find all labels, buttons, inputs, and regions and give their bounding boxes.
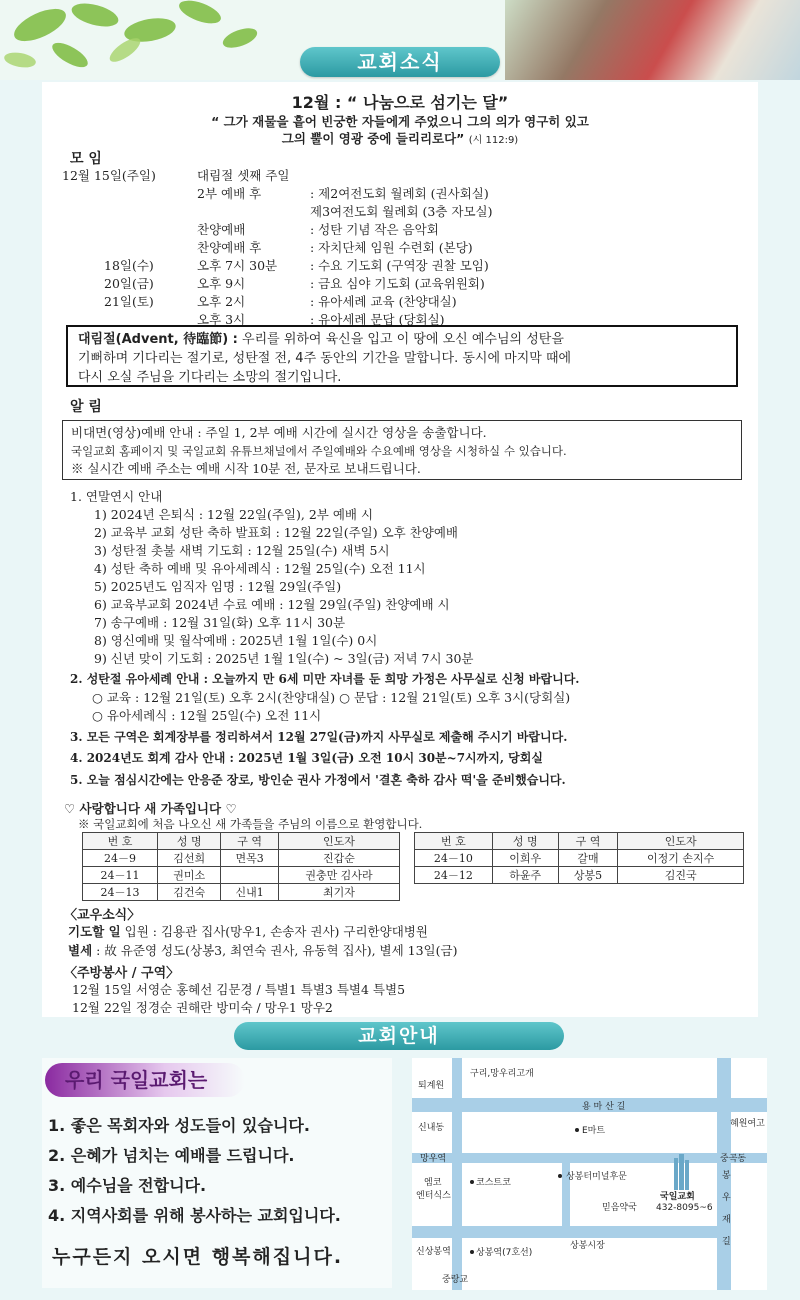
meetings-title: 모 임 <box>70 151 102 167</box>
table-row <box>83 867 400 884</box>
notice-item: 7) 송구예배 : 12월 31일(화) 오후 11시 30분 <box>94 615 346 630</box>
online-line-3: ※ 실시간 예배 주소는 예배 시작 10분 전, 문자로 보내드립니다. <box>71 461 421 476</box>
new-family-cell: 갈매 <box>558 850 618 867</box>
new-family-cell: 이정기 손지수 <box>618 850 744 867</box>
month-theme: 12월 : “ 나눔으로 섬기는 달” <box>291 93 509 112</box>
advent-line-3: 다시 오실 주님을 기다리는 소망의 절기입니다. <box>78 370 342 385</box>
meeting-time: 오후 7시 30분 <box>197 258 278 273</box>
church-intro-title: 우리 국일교회는 <box>45 1063 245 1097</box>
new-family-cell: 24－13 <box>83 884 158 901</box>
table-row <box>83 850 400 867</box>
new-family-subtitle: ※ 국일교회에 처음 나오신 새 가족들을 주님의 이름으로 환영합니다. <box>78 817 423 831</box>
new-family-cell: 상봉5 <box>558 867 618 884</box>
notice-item: 5) 2025년도 임직자 임명 : 12월 29일(주일) <box>94 579 342 594</box>
map-label-junggok: 중곡동 <box>720 1154 747 1164</box>
map-label-gil: 길 <box>722 1237 731 1247</box>
notice-item: 9) 신년 맞이 기도회 : 2025년 1월 1일(수) ~ 3일(금) 저녁 7시 30분 <box>94 651 474 666</box>
death-text: : 故 유준영 성도(상봉3, 최연숙 권사, 유동혁 집사), 별세 13일(금) <box>92 943 458 958</box>
meeting-desc: : 금요 심야 기도회 (교육위원회) <box>310 276 485 291</box>
notice-item: ○ 유아세례식 : 12월 25일(수) 오전 11시 <box>92 708 322 723</box>
notice-item: 8) 영신예배 및 월삭예배 : 2025년 1월 1일(수) 0시 <box>94 633 378 648</box>
prayer-line <box>68 922 428 940</box>
map-label-bong: 봉 <box>722 1171 731 1181</box>
map-label-entec: 엔터식스 <box>416 1191 451 1201</box>
new-family-header: 구 역 <box>221 833 278 850</box>
location-map <box>412 1058 767 1290</box>
notice-item: 5. 오늘 점심시간에는 안응준 장로, 방인순 권사 가정에서 '결혼 축하 감사 떡'을 준비했습니다. <box>70 773 566 787</box>
new-family-cell: 김진국 <box>618 867 744 884</box>
new-family-cell: 신내1 <box>221 884 278 901</box>
member-news-title: 〈교우소식〉 <box>64 908 141 923</box>
advent-box <box>66 325 738 387</box>
new-family-cell: 24－11 <box>83 867 158 884</box>
new-family-header: 성 명 <box>492 833 558 850</box>
new-family-header: 번 호 <box>83 833 158 850</box>
meeting-desc: 제3여전도회 월례회 (3층 자모실) <box>310 204 493 219</box>
new-family-cell: 24－9 <box>83 850 158 867</box>
online-line-2: 국일교회 홈페이지 및 국일교회 유튜브채널에서 주일예배와 수요예배 영상을 시청하실 수 있습니다. <box>71 444 567 458</box>
map-label-guri: 구리,망우리고개 <box>470 1069 534 1079</box>
map-label-woo: 우 <box>722 1193 731 1203</box>
notice-item: 2) 교육부 교회 성탄 축하 발표회 : 12월 22일(주일) 오후 찬양예배 <box>94 525 458 540</box>
new-family-header: 인도자 <box>618 833 744 850</box>
notice-item: ○ 교육 : 12월 21일(토) 오후 2시(찬양대실) ○ 문답 : 12월 21일(토) 오후 3시(당회실) <box>92 690 571 705</box>
notice-item: 4) 성탄 축하 예배 및 유아세례식 : 12월 25일(수) 오전 11시 <box>94 561 426 576</box>
guide-banner: 교회안내 <box>234 1022 564 1050</box>
new-family-header: 번 호 <box>415 833 493 850</box>
map-label-sinnae: 신내동 <box>418 1123 445 1133</box>
intro-point-3: 3. 예수님을 전합니다. <box>48 1176 207 1195</box>
meeting-desc: : 수요 기도회 (구역장 권찰 모임) <box>310 258 489 273</box>
table-row <box>415 867 744 884</box>
advent-term: 대림절(Advent, 待臨節) : <box>78 332 238 347</box>
notices-title: 알 림 <box>70 399 102 415</box>
new-family-cell: 이희우 <box>492 850 558 867</box>
notice-item: 3) 성탄절 촛불 새벽 기도회 : 12월 25일(수) 새벽 5시 <box>94 543 390 558</box>
kitchen-line-2: 12월 22일 정경순 권해란 방미숙 / 망우1 망우2 <box>72 1000 333 1015</box>
notice-item: 1. 연말연시 안내 <box>70 489 163 504</box>
new-family-header: 성 명 <box>158 833 221 850</box>
verse-line-2-text: 그의 뿔이 영광 중에 들리리로다” <box>281 131 465 146</box>
new-family-cell: 권충만 김사라 <box>278 867 399 884</box>
map-label-yongmasan: 용 마 산 길 <box>582 1102 626 1112</box>
meeting-desc: : 유아세례 문답 (당회실) <box>310 312 445 327</box>
new-family-table-right <box>414 832 744 884</box>
new-family-header: 인도자 <box>278 833 399 850</box>
map-label-emco: 엠코 <box>424 1178 442 1188</box>
news-banner: 교회소식 <box>300 47 500 77</box>
death-label: 별세 <box>68 943 93 958</box>
meeting-time: 오후 9시 <box>197 276 246 291</box>
meeting-time: 2부 예배 후 <box>197 186 262 201</box>
map-label-terminal: 상봉터미널후문 <box>566 1172 627 1182</box>
notice-item: 2. 성탄절 유아세례 안내 : 오늘까지 만 6세 미만 자녀를 둔 희망 가정은 사무실로 신청 바랍니다. <box>70 672 580 686</box>
meeting-date: 20일(금) <box>104 276 154 291</box>
map-label-jungnang: 중랑교 <box>442 1275 469 1285</box>
meeting-time: 오후 2시 <box>197 294 246 309</box>
new-family-cell: 24－10 <box>415 850 493 867</box>
notice-item: 4. 2024년도 회계 감사 안내 : 2025년 1월 3일(금) 오전 10시 30분~7시까지, 당회실 <box>70 751 543 765</box>
meeting-desc: : 제2여전도회 월례회 (권사회실) <box>310 186 489 201</box>
map-label-church: 국일교회 <box>660 1192 695 1202</box>
notice-item: 1) 2024년 은퇴식 : 12월 22일(주일), 2부 예배 시 <box>94 507 374 522</box>
verse-ref: (시 112:9) <box>468 135 519 146</box>
death-line <box>68 941 457 959</box>
meeting-date: 12월 15일(주일) <box>62 168 156 183</box>
meeting-time: 대림절 셋째 주일 <box>197 168 290 183</box>
advent-line-1: 우리를 위하여 육신을 입고 이 땅에 오신 예수님의 성탄을 <box>237 332 564 347</box>
new-family-cell: 최기자 <box>278 884 399 901</box>
intro-point-4: 4. 지역사회를 위해 봉사하는 교회입니다. <box>48 1206 341 1225</box>
map-label-sangbong7: 상봉역(7호선) <box>476 1248 533 1258</box>
new-family-cell: 김선희 <box>158 850 221 867</box>
new-family-table-left <box>82 832 400 901</box>
welcome-message: 누구든지 오시면 행복해집니다. <box>52 1246 344 1268</box>
map-label-hyewon: 혜원여고 <box>730 1119 765 1129</box>
map-label-costco: 코스트코 <box>476 1178 511 1188</box>
meeting-desc: : 성탄 기념 작은 음악회 <box>310 222 439 237</box>
intro-point-2: 2. 은혜가 넘치는 예배를 드립니다. <box>48 1146 295 1165</box>
map-label-toegyewon: 퇴계원 <box>418 1081 445 1091</box>
meeting-desc: : 유아세례 교육 (찬양대실) <box>310 294 457 309</box>
verse-line-1: “ 그가 재물을 흩어 빈궁한 자들에게 주었으니 그의 의가 영구히 있고 <box>211 114 589 129</box>
map-label-emart: E마트 <box>582 1126 606 1136</box>
meeting-time: 오후 3시 <box>197 312 246 327</box>
table-row <box>83 884 400 901</box>
map-label-market: 상봉시장 <box>570 1241 605 1251</box>
notice-item: 3. 모든 구역은 회계장부를 정리하셔서 12월 27일(금)까지 사무실로 제출해 주시기 바랍니다. <box>70 730 568 744</box>
map-label-pharmacy: 믿음약국 <box>602 1203 637 1213</box>
intro-point-1: 1. 좋은 목회자와 성도들이 있습니다. <box>48 1116 310 1135</box>
meeting-desc: : 자치단체 임원 수련회 (본당) <box>310 240 473 255</box>
prayer-text: 입원 : 김용관 집사(망우1, 손송자 권사) 구리한양대병원 <box>120 924 428 939</box>
new-family-title: ♡ 사랑합니다 새 가족입니다 ♡ <box>64 801 237 816</box>
new-family-header: 구 역 <box>558 833 618 850</box>
meeting-date: 18일(수) <box>104 258 154 273</box>
map-label-phone: 432-8095~6 <box>656 1203 713 1213</box>
christmas-photo <box>505 0 800 80</box>
table-row <box>415 850 744 867</box>
meeting-date: 21일(토) <box>104 294 154 309</box>
kitchen-title: 〈주방봉사 / 구역〉 <box>64 966 180 981</box>
map-label-jae: 재 <box>722 1215 731 1225</box>
new-family-cell <box>221 867 278 884</box>
map-label-mangu: 망우역 <box>420 1154 447 1164</box>
new-family-cell: 24－12 <box>415 867 493 884</box>
new-family-cell: 하윤주 <box>492 867 558 884</box>
online-worship-box <box>62 420 742 480</box>
kitchen-line-1: 12월 15일 서영순 홍혜선 김문경 / 특별1 특별3 특별4 특별5 <box>72 982 406 997</box>
new-family-cell: 면목3 <box>221 850 278 867</box>
meeting-time: 찬양예배 후 <box>197 240 262 255</box>
new-family-cell: 김건숙 <box>158 884 221 901</box>
prayer-label: 기도할 일 <box>68 924 121 939</box>
notice-item: 6) 교육부교회 2024년 수료 예배 : 12월 29일(주일) 찬양예배 시 <box>94 597 450 612</box>
online-line-1: 비대면(영상)예배 안내 : 주일 1, 2부 예배 시간에 실시간 영상을 송출합니다. <box>71 425 487 440</box>
advent-line-2: 기뻐하며 기다리는 절기로, 성탄절 전, 4주 동안의 기간을 말합니다. 동시에 마지막 때에 <box>78 351 572 366</box>
meeting-time: 찬양예배 <box>197 222 246 237</box>
new-family-cell: 진갑순 <box>278 850 399 867</box>
map-label-sinsangbong: 신상봉역 <box>416 1247 451 1257</box>
verse-line-2 <box>42 129 758 147</box>
news-content <box>42 82 758 1017</box>
new-family-cell: 권미소 <box>158 867 221 884</box>
